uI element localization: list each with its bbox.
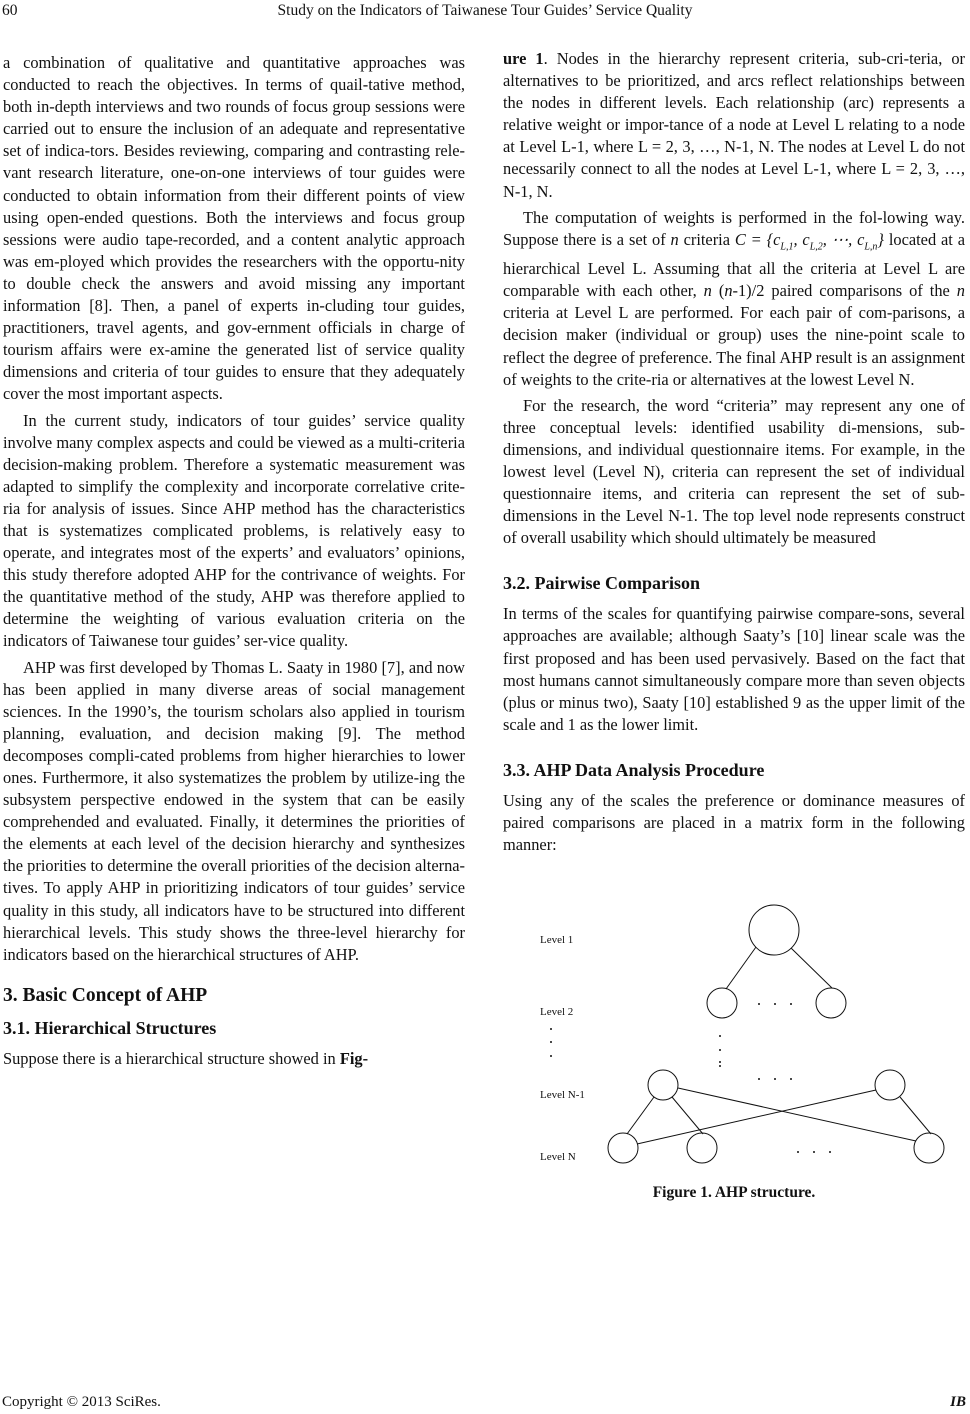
- journal-abbreviation: IB: [950, 1394, 966, 1410]
- formula-sub: L,1: [780, 241, 794, 253]
- arc-n1a-na: [627, 1097, 654, 1134]
- label-level-2: Level 2: [540, 1006, 574, 1019]
- page-number: 60: [2, 2, 18, 19]
- ellipsis-dot: [758, 1078, 760, 1080]
- paragraph-computation: [503, 207, 965, 391]
- computation-text-c: located at a hierarchical Level L. Assuming that all the criteria at Level L are comparable with each other,: [503, 229, 965, 301]
- node-level-1: [749, 905, 799, 955]
- hierarchy-intro-text: Suppose there is a hierarchical structure showed in: [3, 1048, 340, 1068]
- ellipsis-dot: [790, 1003, 792, 1005]
- label-level-n: Level N: [540, 1151, 576, 1164]
- math-n: n: [670, 229, 679, 249]
- arc-1-2b: [791, 948, 832, 988]
- ellipsis-dot: [774, 1078, 776, 1080]
- ellipsis-dot: [550, 1041, 552, 1043]
- ellipsis-dot: [550, 1055, 552, 1057]
- computation-text-e: -1)/2 paired comparisons of the: [732, 281, 957, 301]
- node-level-n1-first: [648, 1070, 678, 1100]
- computation-text-a: The computation of weights is performed in the fol-lowing way. Suppose there is a set of: [503, 207, 965, 249]
- ahp-hierarchy-diagram: [503, 872, 965, 1182]
- section-heading-basic-concept: 3. Basic Concept of AHP: [3, 984, 208, 1006]
- running-header: [0, 0, 970, 22]
- ellipsis-dot: [829, 1151, 831, 1153]
- paragraph-pairwise: In terms of the scales for quantifying pairwise compare-sons, several approaches are available; although Saaty’s [10] linear scale was the first proposed and has been used pervasively. Based on the fact that most humans cannot simultaneously compare more than seven objects (plus or minus two), Saaty [10] established 9 as the upper limit of the scale and 1 as the lower limit.: [503, 604, 965, 734]
- ellipsis-dot: [774, 1003, 776, 1005]
- arc-n1a-nb: [672, 1097, 703, 1134]
- math-n: n: [724, 281, 733, 301]
- criteria-set-formula: [734, 229, 884, 253]
- node-level-2-last: [816, 988, 846, 1018]
- section-heading-ahp-procedure: 3.3. AHP Data Analysis Procedure: [503, 759, 765, 780]
- ellipsis-dot: [550, 1028, 552, 1030]
- math-n: n: [956, 281, 965, 301]
- right-column: [503, 48, 965, 1202]
- formula-sub: L,n: [864, 241, 878, 253]
- arc-1-2a: [726, 947, 756, 989]
- paragraph-hierarchy-intro: [3, 1048, 465, 1070]
- paragraph-ahp-procedure: Using any of the scales the preference or dominance measures of paired comparisons are placed in a matrix form in the following manner:: [503, 790, 965, 855]
- math-n: n: [703, 281, 712, 301]
- figure-reference-end: ure 1: [503, 49, 544, 68]
- figure-reference-start: Fig-: [339, 1048, 369, 1068]
- ellipsis-dot: [790, 1078, 792, 1080]
- label-level-1: Level 1: [540, 934, 574, 947]
- arc-n1last-nlast: [900, 1097, 931, 1134]
- node-level-2-first: [707, 988, 737, 1018]
- computation-text-d: (: [711, 281, 725, 301]
- node-level-n1-last: [875, 1070, 905, 1100]
- page-footer: [0, 1392, 970, 1412]
- section-heading-pairwise-comparison: 3.2. Pairwise Comparison: [503, 573, 700, 594]
- ellipsis-dot: [797, 1151, 799, 1153]
- formula-part: C = {c: [734, 229, 781, 249]
- node-level-n-first: [608, 1133, 638, 1163]
- computation-text-b: criteria: [678, 229, 735, 249]
- paragraph-nodes: [503, 48, 965, 203]
- paragraph-ahp-history: AHP was first developed by Thomas L. Saaty in 1980 [7], and now has been applied in many diverse areas of social management sciences. In the 1990’s, the tourism scholars also applied in tourism planning, evaluation, and decision making [9]. The method decomposes compli-cated problems from higher hierarchies to lower ones. Furthermore, it also systematizes the problem by utilize-ing the subsystem perspective endowed in the system that can be easily comprehended and evaluated. Finally, it determines the priorities of the elements at each level of the decision hierarchy and synthesizes the priorities to determine the overall priorities of the decision alterna-tives. To apply AHP in prioritizing indicators of tour guides’ service quality in this study, all indicators have to be structured into different hierarchical levels. This study shows the three-level hierarchy for indicators based on the hierarchical structures of AHP.: [3, 657, 465, 964]
- ellipsis-dot: [813, 1151, 815, 1153]
- figure-caption: Figure 1. AHP structure.: [652, 1184, 816, 1202]
- ellipsis-dot: [719, 1049, 721, 1051]
- label-level-n-1: Level N-1: [540, 1089, 585, 1102]
- paragraph-current-study: In the current study, indicators of tour guides’ service quality involve many complex aspects and could be viewed as a multi-criteria decision-making problem. Therefore a systematic measurement was adapted to simplify the complexity and incorporate correlative crite-ria for analysis of issues. Since AHP method has the characteristics that is systematizes complicated problems, is relatively easy to operate, and integrates most of the experts’ and evaluators’ opinions, this study therefore adopted AHP for the contrivance of weights. For the quantitative method of the study, AHP was therefore applied to determine the weighting of various evaluation criteria on the indicators of Taiwanese tour guides’ ser-vice quality.: [3, 410, 465, 651]
- formula-sub: L,2: [809, 241, 823, 253]
- paragraph-criteria-levels: For the research, the word “criteria” may represent any one of three conceptual levels: identified usability di-mensions, sub-dimensions, and individual questionnaire items. For example, in the lowest level (Level N), criteria can represent the set of individual questionnaire items, and criteria can represent the set of sub-dimensions in the Level N-1. The top level node represents construct of overall usability which should ultimately be measured: [503, 395, 965, 548]
- formula-part: }: [877, 229, 884, 249]
- node-level-n-last: [914, 1133, 944, 1163]
- paragraph-methods: a combination of qualitative and quantitative approaches was conducted to reach the objectives. In terms of quail-tative method, both in-depth interviews and two rounds of focus group sessions were carried out to ensure the inclusion of an adequate and representative set of indica-tors. Besides reviewing, comparing and contrasting rele-vant research literature, one-on-one interviews of tour guides were conducted to obtain information from their different points of view using open-ended questions. Both the interviews and focus group sessions were audio tape-recorded, and a content analytic approach was em-ployed which provides the researchers with the opportu-nity to double check the answers and avoid missing any important information [8]. Then, a panel of experts in-cluding tour guides, practitioners, travel agents, and gov-ernment officials in charge of tourism affairs were ex-amine the generated list of service quality dimensions and criteria of tour guides to ensure that they adequately cover the most important aspects.: [3, 53, 465, 404]
- computation-text-f: criteria at Level L are performed. For each pair of com-parisons, a decision maker (individual or group) uses the nine-point scale to reflect the degree of preference. The final AHP result is an assignment of weights to the crite-ria or alternatives at the lowest Level N.: [503, 303, 965, 389]
- left-column: [3, 52, 465, 1070]
- copyright-notice: Copyright © 2013 SciRes.: [2, 1394, 161, 1410]
- ellipsis-dot: [719, 1035, 721, 1037]
- section-heading-hierarchical-structures: 3.1. Hierarchical Structures: [3, 1017, 217, 1038]
- ellipsis-dot: [719, 1061, 721, 1063]
- formula-part: , ⋯, c: [822, 229, 865, 249]
- nodes-text: . Nodes in the hierarchy represent criteria, sub-cri-teria, or alternatives to be prioritized, and arcs reflect relationships between the nodes in different levels. Each relationship (arc) represents a relative weight or impor-tance of a node at Level L relating to a node at Level L-1, where L = 2, 3, …, N-1, N. The nodes at Level L do not necessarily connect to all the nodes at Level L-1, where L = 2, 3, …, N-1, N.: [503, 49, 965, 201]
- ellipsis-dot: [758, 1003, 760, 1005]
- formula-part: , c: [793, 229, 810, 249]
- running-title: Study on the Indicators of Taiwanese Tour Guides’ Service Quality: [277, 2, 693, 19]
- node-level-n-second: [687, 1133, 717, 1163]
- figure-ahp-structure: [503, 872, 965, 1202]
- ellipsis-dot: [719, 1065, 721, 1067]
